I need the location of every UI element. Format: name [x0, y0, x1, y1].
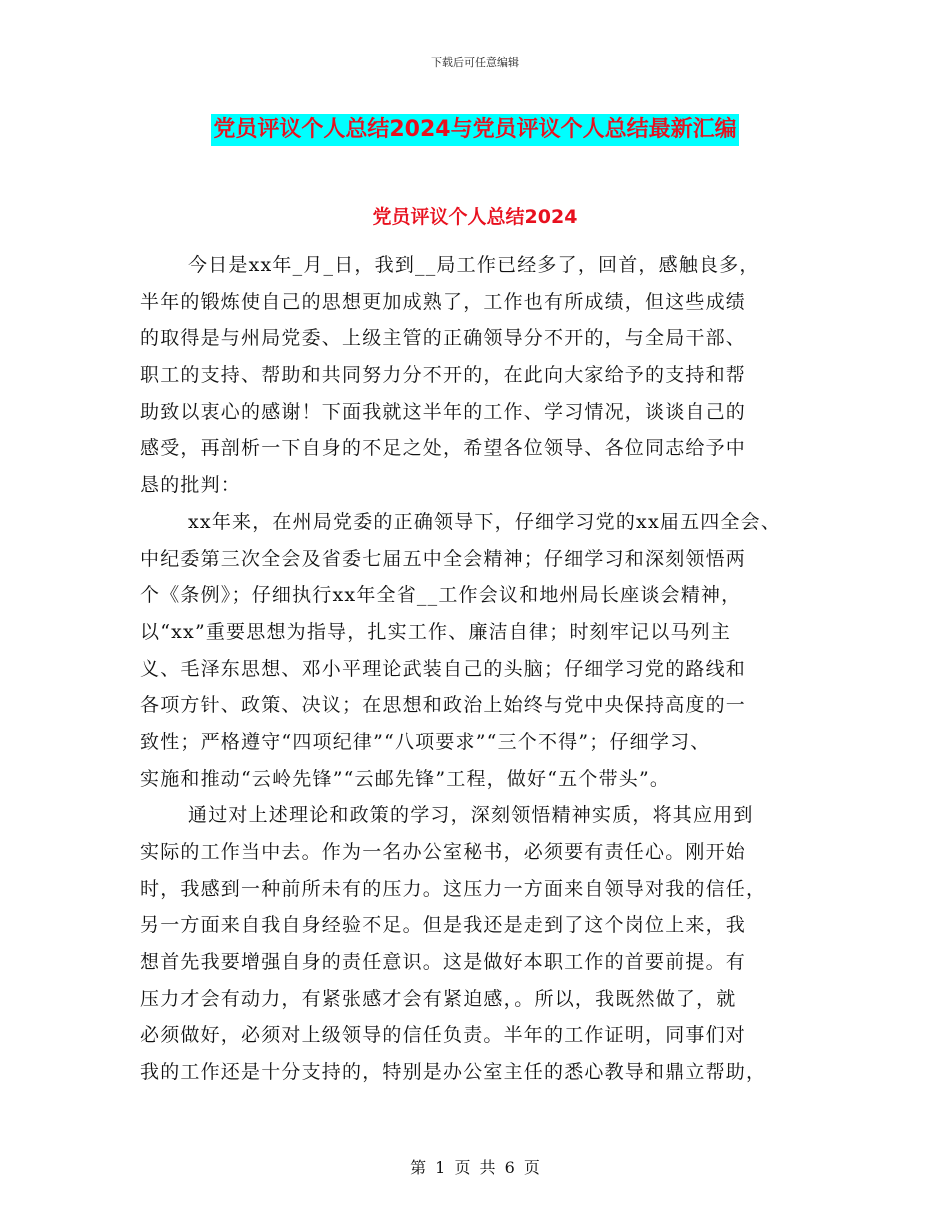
- paragraph-line: 今日是xx年_月_日，我到__局工作已经多了，回首，感触良多，: [188, 254, 760, 276]
- paragraph-line: 实施和推动“云岭先锋”“云邮先锋”工程，做好“五个带头”。: [140, 767, 671, 790]
- paragraph-line: 通过对上述理论和政策的学习，深刻领悟精神实质，将其应用到: [188, 804, 754, 827]
- paragraph-line: 感受，再剖析一下自身的不足之处，希望各位领导、各位同志给予中: [140, 437, 747, 460]
- paragraph-line: xx年来，在州局党委的正确领导下，仔细学习党的xx届五四全会、: [188, 510, 782, 533]
- paragraph-line: 必须做好，必须对上级领导的信任负责。半年的工作证明，同事们对: [140, 1024, 747, 1047]
- paragraph-line: 各项方针、政策、决议；在思想和政治上始终与党中央保持高度的一: [140, 694, 747, 717]
- paragraph-line: 助致以衷心的感谢！下面我就这半年的工作、学习情况，谈谈自己的: [140, 400, 747, 423]
- section-title: 党员评议个人总结2024: [372, 206, 578, 228]
- paragraph-line: 中纪委第三次全会及省委七届五中全会精神；仔细学习和深刻领悟两: [140, 547, 747, 570]
- paragraph-line: 以“xx”重要思想为指导，扎实工作、廉洁自律；时刻牢记以马列主: [140, 620, 732, 643]
- paragraph-line: 压力才会有动力，有紧张感才会有紧迫感，。所以，我既然做了，就: [140, 987, 737, 1010]
- page-header-note: 下载后可任意编辑: [431, 56, 519, 69]
- paragraph-line: 我的工作还是十分支持的，特别是办公室主任的悉心教导和鼎立帮助，: [140, 1061, 767, 1084]
- paragraph-line: 想首先我要增强自身的责任意识。这是做好本职工作的首要前提。有: [140, 951, 747, 974]
- document-main-title: 党员评议个人总结2024与党员评议个人总结最新汇编: [211, 114, 738, 146]
- paragraph-line: 个《条例》；仔细执行xx年全省__工作会议和地州局长座谈会精神，: [140, 584, 742, 607]
- paragraph-line: 职工的支持、帮助和共同努力分不开的，在此向大家给予的支持和帮: [140, 364, 747, 387]
- page-number-footer: 第 1 页 共 6 页: [410, 1158, 540, 1177]
- paragraph-line: 恳的批判：: [140, 474, 242, 497]
- paragraph-line: 时，我感到一种前所未有的压力。这压力一方面来自领导对我的信任，: [140, 877, 767, 900]
- paragraph-line: 另一方面来自我自身经验不足。但是我还是走到了这个岗位上来，我: [140, 914, 747, 937]
- document-body: [140, 250, 820, 1094]
- paragraph-line: 义、毛泽东思想、邓小平理论武装自己的头脑；仔细学习党的路线和: [140, 657, 747, 680]
- paragraph-line: 致性；严格遵守“四项纪律”“八项要求”“三个不得”；仔细学习、: [140, 730, 711, 753]
- main-title-container: [0, 114, 950, 146]
- paragraph-line: 的取得是与州局党委、上级主管的正确领导分不开的，与全局干部、: [140, 327, 747, 350]
- paragraph-line: 实际的工作当中去。作为一名办公室秘书，必须要有责任心。刚开始: [140, 841, 747, 863]
- paragraph-line: 半年的锻炼使自己的思想更加成熟了，工作也有所成绩，但这些成绩: [140, 290, 747, 313]
